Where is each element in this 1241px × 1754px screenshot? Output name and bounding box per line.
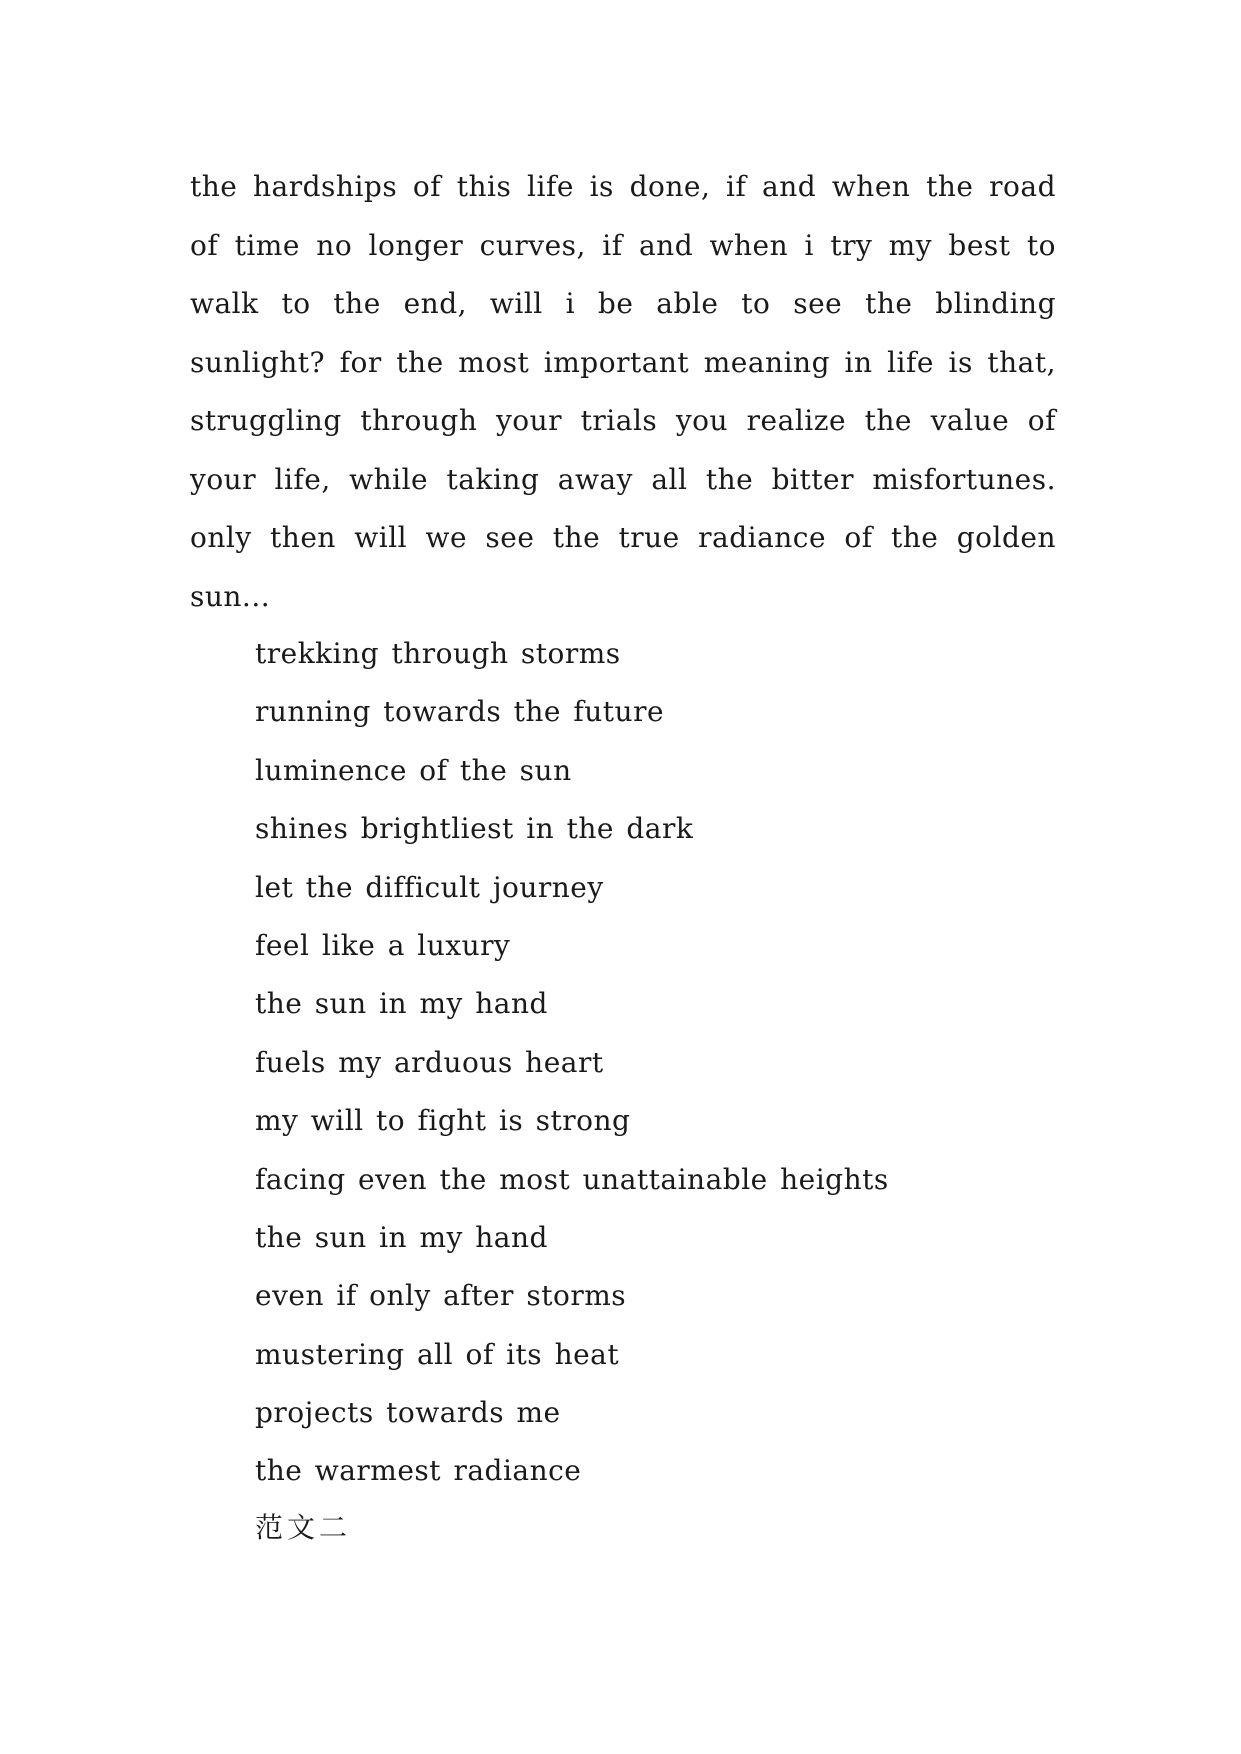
poem-line: projects towards me	[255, 1396, 561, 1430]
poem-line: my will to fight is strong	[255, 1104, 631, 1138]
poem-line: mustering all of its heat	[255, 1337, 620, 1371]
poem	[255, 625, 889, 1501]
poem-line: even if only after storms	[255, 1279, 627, 1313]
poem-line: shines brightliest in the dark	[255, 812, 694, 846]
section-heading: 范文二	[255, 1511, 352, 1544]
poem-line: fuels my arduous heart	[255, 1045, 604, 1079]
poem-line: luminence of the sun	[255, 753, 572, 787]
poem-line: the sun in my hand	[255, 987, 548, 1021]
poem-line: let the difficult journey	[255, 870, 604, 904]
poem-line: the sun in my hand	[255, 1220, 548, 1254]
body-paragraph: the hardships of this life is done, if and when the road of time no longer curves, if and when i try my best to walk to the end, will i be able to see the blinding sunlight? for the most important meaning in life is that, struggling through your trials you realize the value of your life, while taking away all the bitter misfortunes. only then will we see the true radiance of the golden sun...	[190, 170, 1056, 613]
poem-line: feel like a luxury	[255, 928, 511, 962]
poem-line: the warmest radiance	[255, 1454, 582, 1488]
poem-line: running towards the future	[255, 695, 665, 729]
poem-line: trekking through storms	[255, 637, 621, 670]
poem-line: facing even the most unattainable heights	[255, 1162, 889, 1196]
